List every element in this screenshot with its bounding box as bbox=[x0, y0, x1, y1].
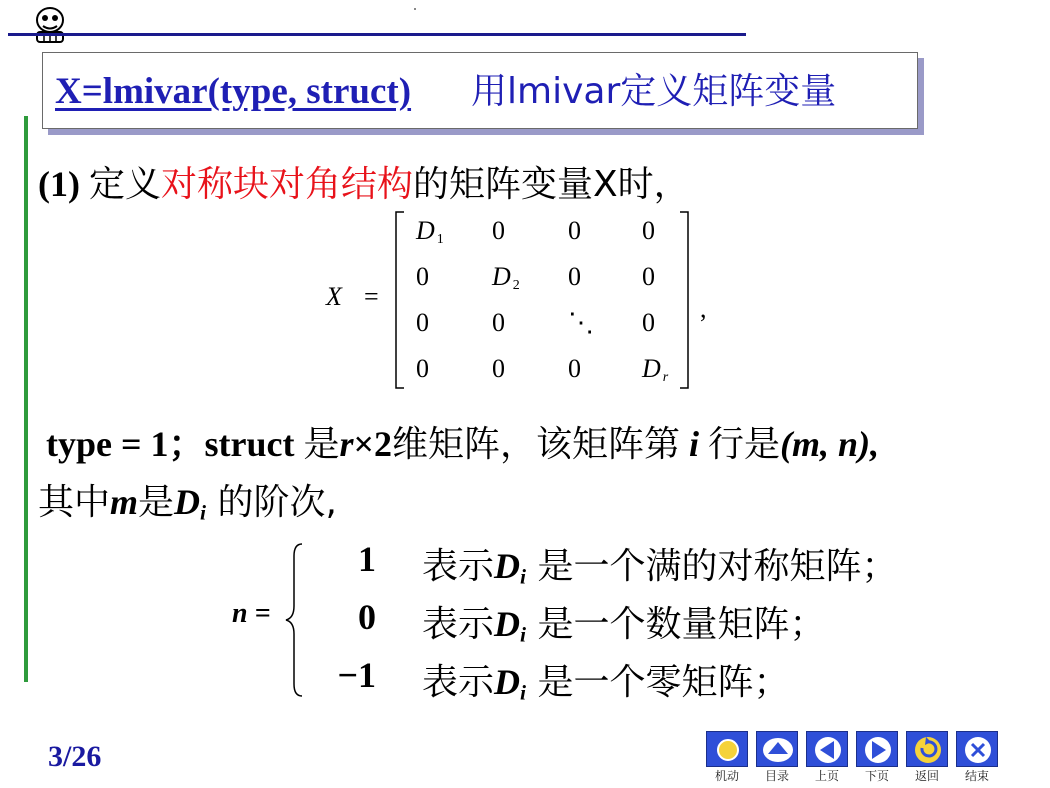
type-text-r: r bbox=[339, 424, 354, 464]
section-prefix: (1) bbox=[38, 164, 89, 204]
matrix-cell: 0 bbox=[416, 262, 429, 291]
matrix-cell: ⋱ bbox=[568, 308, 594, 337]
nav-button[interactable] bbox=[956, 731, 998, 767]
header-rule bbox=[8, 33, 746, 36]
dot-icon bbox=[707, 732, 749, 768]
matrix-cell: 0 bbox=[492, 308, 505, 337]
matrix-trailing-comma: , bbox=[700, 294, 707, 323]
matrix-lhs: X bbox=[326, 282, 342, 311]
nav-button[interactable] bbox=[856, 731, 898, 767]
matrix-cell: 0 bbox=[568, 262, 581, 291]
matrix-cell: 0 bbox=[642, 216, 655, 245]
type-text-mn: (m, n), bbox=[780, 424, 880, 464]
matrix-cell: 0 bbox=[642, 308, 655, 337]
section-lead: 定义 bbox=[88, 164, 161, 205]
where-text-e: 的阶次, bbox=[206, 482, 337, 523]
matrix-equals: = bbox=[364, 282, 379, 311]
type-text-g: 行是 bbox=[708, 424, 781, 465]
cases-brace bbox=[282, 540, 306, 700]
nav-label: 下页 bbox=[864, 769, 889, 783]
where-text-a: 其中 bbox=[38, 482, 111, 523]
matrix-cell: 0 bbox=[492, 216, 505, 245]
header-dot bbox=[414, 8, 416, 10]
where-text-d: D bbox=[174, 482, 201, 522]
type-text-times: ×2 bbox=[353, 424, 393, 464]
type-text-b: 是 bbox=[303, 424, 340, 465]
nav-button[interactable] bbox=[806, 731, 848, 767]
section-highlight: 对称块对角结构 bbox=[161, 164, 414, 205]
type-text-e: 维矩阵，该矩阵第 bbox=[392, 424, 681, 465]
case-value: −1 bbox=[337, 655, 376, 695]
nav-button[interactable] bbox=[706, 731, 748, 767]
matrix-cell: D $_r$ bbox=[642, 354, 669, 385]
where-text-m: m bbox=[110, 482, 139, 522]
section-tail: 的矩阵变量X时， bbox=[413, 164, 690, 205]
left-arrow-icon bbox=[807, 732, 849, 768]
block-diagonal-matrix bbox=[320, 210, 740, 390]
case-description: 表示$D_i$ 是一个零矩阵； bbox=[422, 662, 790, 705]
matrix-cell: D $_2$ bbox=[492, 262, 520, 293]
right-arrow-icon bbox=[857, 732, 899, 768]
left-accent-bar bbox=[24, 116, 28, 682]
return-icon bbox=[907, 732, 949, 768]
mascot-logo bbox=[20, 4, 80, 46]
matrix-cell: 0 bbox=[416, 308, 429, 337]
nav-label: 机动 bbox=[714, 769, 739, 783]
type-description-line bbox=[46, 416, 879, 467]
nav-button[interactable] bbox=[756, 731, 798, 767]
order-description-line bbox=[38, 474, 337, 525]
where-text-c: 是 bbox=[138, 482, 175, 523]
nav-label: 结束 bbox=[964, 769, 989, 783]
up-arrow-icon bbox=[757, 732, 799, 768]
title-box bbox=[42, 52, 918, 129]
matrix-cell: 0 bbox=[492, 354, 505, 383]
close-icon bbox=[957, 732, 999, 768]
matrix-cell: 0 bbox=[568, 354, 581, 383]
title-description: 用lmivar定义矩阵变量 bbox=[471, 71, 837, 112]
case-value: 0 bbox=[358, 597, 376, 637]
nav-label: 返回 bbox=[914, 769, 939, 783]
case-description: 表示$D_i$ 是一个数量矩阵； bbox=[422, 604, 826, 647]
title-code: X=lmivar(type, struct) bbox=[55, 71, 412, 112]
case-description: 表示$D_i$ 是一个满的对称矩阵； bbox=[422, 546, 898, 589]
where-text-d-sub: i bbox=[200, 500, 207, 525]
case-value: 1 bbox=[358, 539, 376, 579]
cases-lhs: n = bbox=[232, 598, 271, 629]
nav-label: 上页 bbox=[814, 769, 839, 783]
nav-label: 目录 bbox=[764, 769, 789, 783]
matrix-cell: 0 bbox=[568, 216, 581, 245]
matrix-cell: 0 bbox=[642, 262, 655, 291]
type-text-i: i bbox=[680, 424, 709, 464]
matrix-cell: D $_1$ bbox=[416, 216, 444, 247]
section-heading bbox=[38, 156, 690, 207]
matrix-cell: 0 bbox=[416, 354, 429, 383]
page-number: 3/26 bbox=[48, 740, 102, 773]
type-text-a: type = 1；struct bbox=[46, 424, 304, 464]
nav-toolbar bbox=[706, 731, 1006, 781]
nav-button[interactable] bbox=[906, 731, 948, 767]
